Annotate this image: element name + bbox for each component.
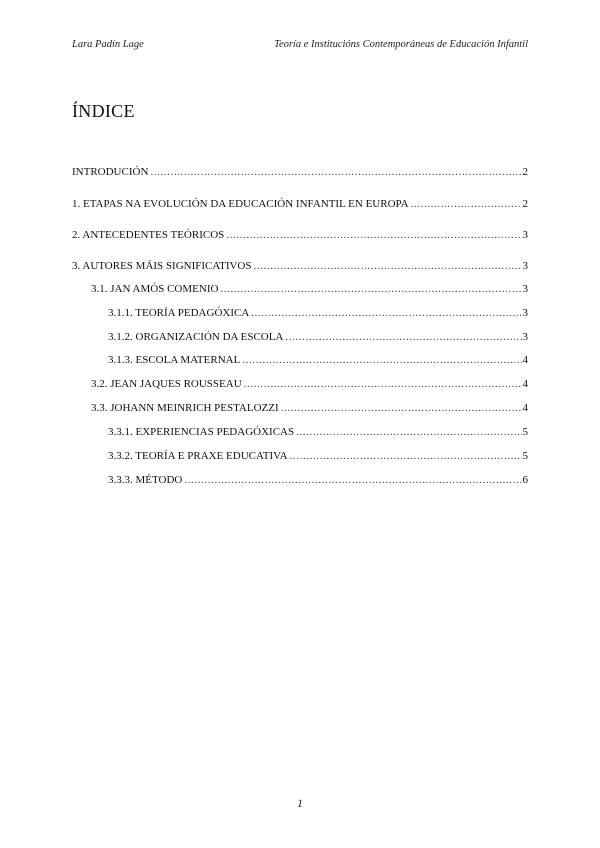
toc-entry-label: 2. ANTECEDENTES TEÓRICOS — [72, 229, 225, 241]
toc-entry-page: 3 — [522, 331, 528, 343]
toc-entry-pestalozzi[interactable] — [91, 401, 528, 415]
toc-leader-dots — [285, 330, 521, 344]
toc-entry-page: 5 — [522, 426, 528, 438]
toc-entry-rousseau[interactable] — [91, 377, 528, 391]
toc-entry-label: 3.1.2. ORGANIZACIÓN DA ESCOLA — [108, 331, 284, 343]
toc-entry-page: 3 — [522, 229, 528, 241]
toc-leader-dots — [150, 165, 521, 179]
header-author: Lara Padín Lage — [72, 39, 144, 50]
toc-entry-label: 3.1.3. ESCOLA MATERNAL — [108, 354, 241, 366]
toc-entry-page: 2 — [522, 198, 528, 210]
toc-entry-page: 4 — [522, 378, 528, 390]
toc-leader-dots — [281, 401, 522, 415]
toc-entry-label: 3.1. JAN AMÓS COMENIO — [91, 283, 219, 295]
toc-entry-escola-maternal[interactable] — [108, 353, 528, 367]
toc-leader-dots — [220, 282, 521, 296]
toc-entry-label: 3.1.1. TEORÍA PEDAGÓXICA — [108, 307, 250, 319]
toc-leader-dots — [290, 449, 522, 463]
toc-entry-comenio[interactable] — [91, 282, 528, 296]
toc-entry-experiencias[interactable] — [108, 425, 528, 439]
toc-entry-page: 6 — [522, 474, 528, 486]
toc-entry-label: 3. AUTORES MÁIS SIGNIFICATIVOS — [72, 260, 252, 272]
toc-leader-dots — [184, 473, 521, 487]
toc-leader-dots — [296, 425, 521, 439]
toc-entry-page: 3 — [522, 307, 528, 319]
toc-entry-introducion[interactable] — [72, 165, 528, 179]
toc-leader-dots — [411, 197, 522, 211]
toc-entry-label: 3.3.1. EXPERIENCIAS PEDAGÓXICAS — [108, 426, 295, 438]
toc-entry-antecedentes[interactable] — [72, 228, 528, 242]
page-number: 1 — [297, 796, 303, 810]
toc-leader-dots — [254, 259, 522, 273]
toc-leader-dots — [244, 377, 522, 391]
toc-entry-label: INTRODUCIÓN — [72, 166, 149, 178]
toc-entry-teoria-praxe[interactable] — [108, 449, 528, 463]
toc-entry-page: 4 — [522, 402, 528, 414]
toc-entry-label: 1. ETAPAS NA EVOLUCIÓN DA EDUCACIÓN INFANTIL EN EUROPA — [72, 198, 409, 210]
toc-entry-teoria-pedagoxica[interactable] — [108, 306, 528, 320]
toc-entry-page: 3 — [522, 283, 528, 295]
toc-entry-page: 4 — [522, 354, 528, 366]
toc-leader-dots — [226, 228, 521, 242]
toc-entry-page: 5 — [522, 450, 528, 462]
page-title: ÍNDICE — [72, 101, 135, 121]
header-course-title: Teoría e Institucións Contemporáneas de Educación Infantil — [274, 39, 528, 50]
toc-entry-label: 3.2. JEAN JAQUES ROUSSEAU — [91, 378, 242, 390]
toc-entry-metodo[interactable] — [108, 473, 528, 487]
toc-entry-label: 3.3.3. MÉTODO — [108, 474, 183, 486]
toc-entry-organizacion[interactable] — [108, 330, 528, 344]
toc-entry-page: 3 — [522, 260, 528, 272]
toc-entry-autores[interactable] — [72, 259, 528, 273]
toc-entry-etapas[interactable] — [72, 197, 528, 211]
toc-entry-page: 2 — [522, 166, 528, 178]
toc-leader-dots — [242, 353, 521, 367]
toc-entry-label: 3.3. JOHANN MEINRICH PESTALOZZI — [91, 402, 279, 414]
toc-entry-label: 3.3.2. TEORÍA E PRAXE EDUCATIVA — [108, 450, 288, 462]
toc-leader-dots — [251, 306, 521, 320]
